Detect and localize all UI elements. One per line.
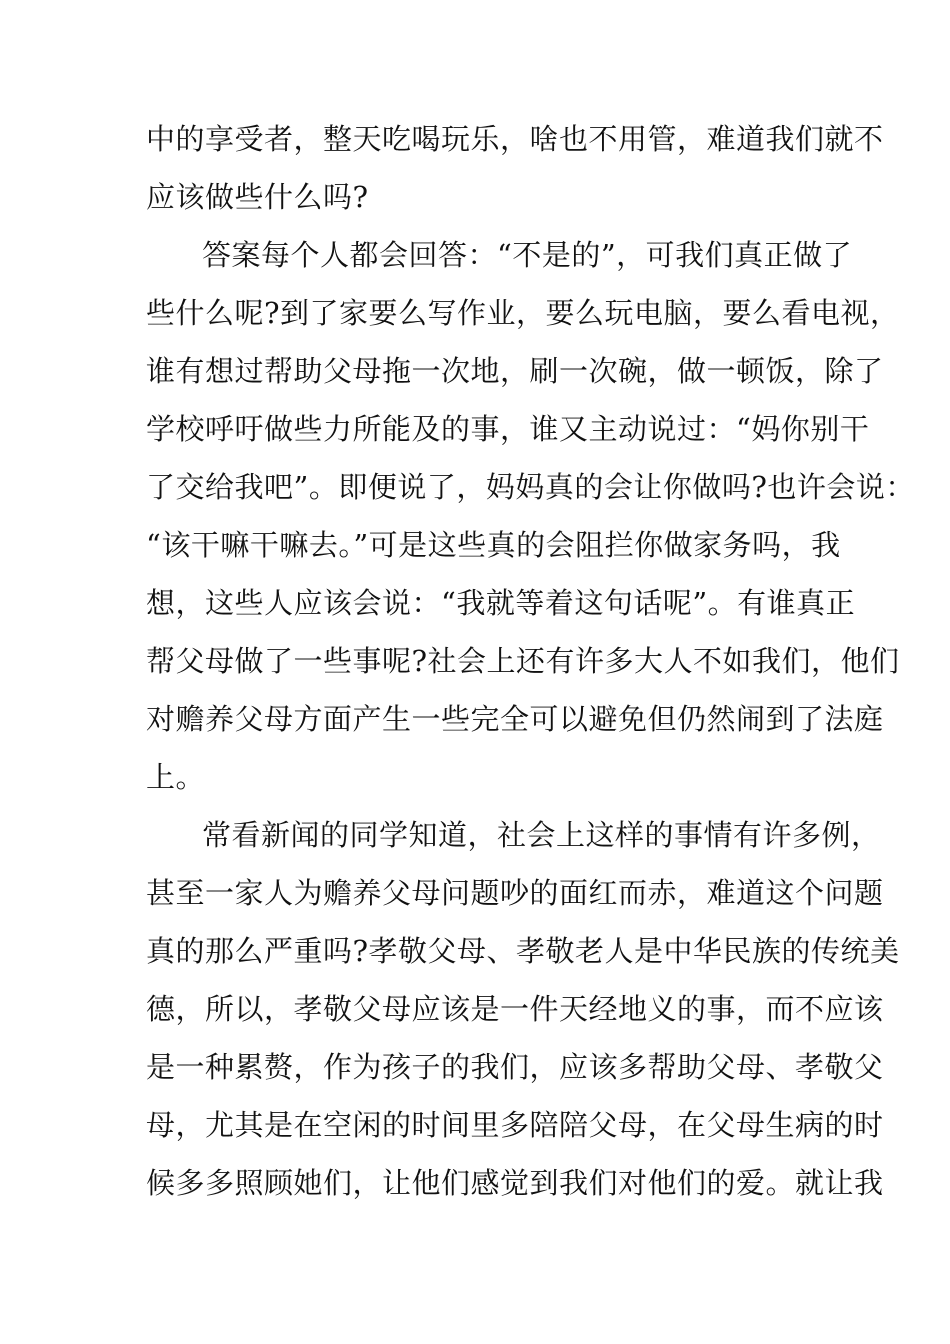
text-line: 学校呼吁做些力所能及的事，谁又主动说过：“妈你别干: [146, 412, 870, 446]
text-line: 常看新闻的同学知道，社会上这样的事情有许多例，: [202, 818, 881, 852]
text-line: 中的享受者，整天吃喝玩乐，啥也不用管，难道我们就不: [146, 122, 884, 156]
text-line: 应该做些什么吗?: [146, 180, 369, 214]
text-line: 想，这些人应该会说：“我就等着这句话呢”。有谁真正: [146, 586, 856, 620]
text-line: 谁有想过帮助父母拖一次地，刷一次碗，做一顿饭，除了: [146, 354, 884, 388]
text-line: 德，所以，孝敬父母应该是一件天经地义的事，而不应该: [146, 992, 884, 1026]
text-line: 上。: [146, 760, 206, 794]
text-line: 真的那么严重吗?孝敬父母、孝敬老人是中华民族的传统美: [146, 934, 900, 968]
text-line: 些什么呢?到了家要么写作业，要么玩电脑，要么看电视，: [146, 296, 900, 330]
body-text: [146, 110, 915, 1212]
text-line: 对赡养父母方面产生一些完全可以避免但仍然闹到了法庭: [146, 702, 884, 736]
text-line: 答案每个人都会回答：“不是的”，可我们真正做了: [202, 238, 853, 272]
text-line: 母，尤其是在空闲的时间里多陪陪父母，在父母生病的时: [146, 1108, 884, 1142]
text-line: 甚至一家人为赡养父母问题吵的面红而赤，难道这个问题: [146, 876, 884, 910]
text-line: 候多多照顾她们，让他们感觉到我们对他们的爱。就让我: [146, 1166, 884, 1200]
text-line: 了交给我吧”。即便说了，妈妈真的会让你做吗?也许会说：: [146, 470, 915, 504]
text-line: 是一种累赘，作为孩子的我们，应该多帮助父母、孝敬父: [146, 1050, 884, 1084]
text-line: “该干嘛干嘛去。”可是这些真的会阻拦你做家务吗，我: [146, 528, 841, 562]
text-line: 帮父母做了一些事呢?社会上还有许多大人不如我们，他们: [146, 644, 900, 678]
